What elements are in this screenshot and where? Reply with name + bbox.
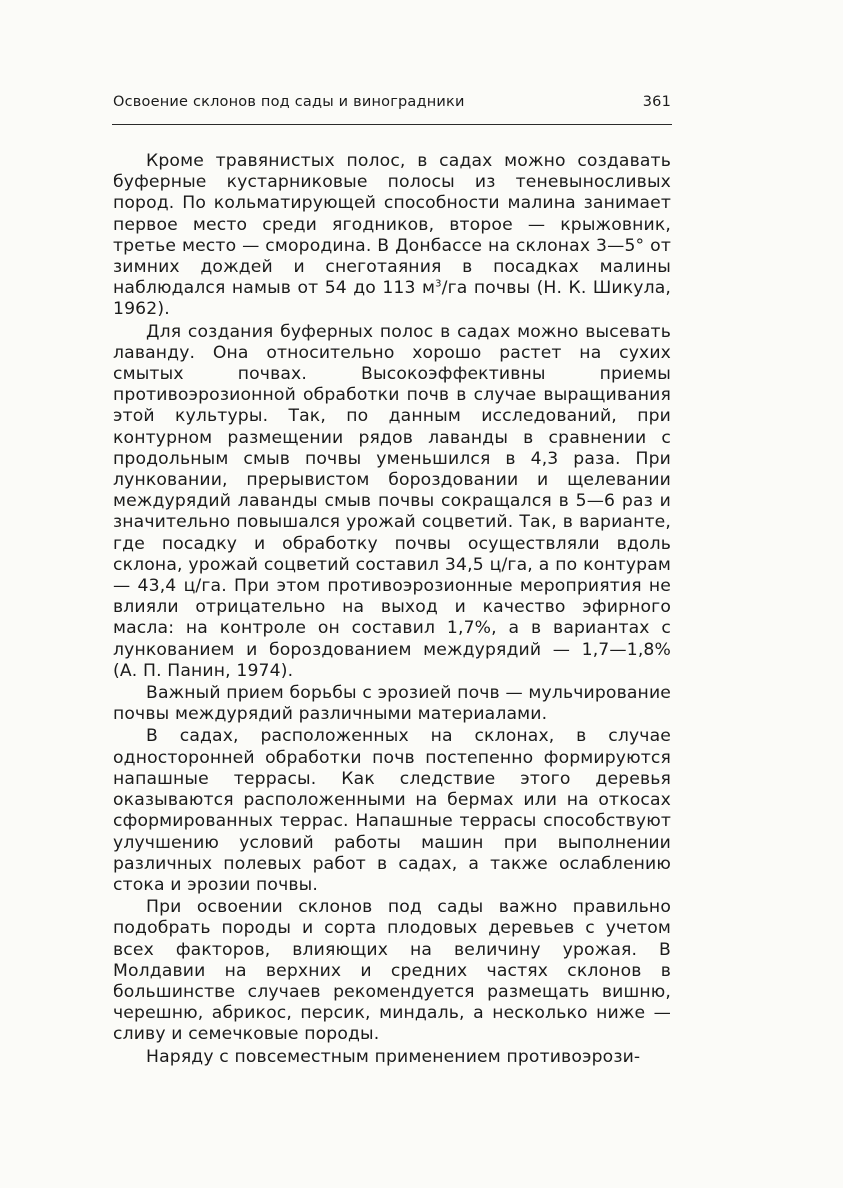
paragraph-terraces: В садах, расположенных на склонах, в случае односторонней обработки почв постепенно формируются напашные террасы. Как следствие этого деревья оказываются расположенными на бермах или на откосах сформированных террас. Напашные террасы способствуют улучшению условий работы машин при выполнении различных полевых работ в садах, а также ослаблению стока и эрозии почвы. bbox=[113, 726, 671, 895]
body-text bbox=[113, 151, 671, 1068]
paragraph-raspberry-buffer: Кроме травянистых полос, в садах можно создавать буферные кустарниковые полосы из теневыносливых пород. По кольматирующей способности малина занимает первое место среди ягодников, второе — крыжовник, третье место — смородина. В Донбассе на склонах 3—5° от зимних дождей и снеготаяния в посадках малины наблюдался намыв от 54 до 113 $м^3/га$ почвы (Н. К. Шикула, 1962). bbox=[113, 151, 671, 320]
header-rule bbox=[112, 124, 672, 125]
paragraph-continuation: Наряду с повсеместным применением противоэрози- bbox=[146, 1046, 641, 1067]
paragraph-tree-selection: При освоении склонов под сады важно правильно подобрать породы и сорта плодовых деревьев с учетом всех факторов, влияющих на величину урожая. В Молдавии на верхних и средних частях склонов в большинстве случаев рекомендуется размещать вишню, черешню, абрикос, персик, миндаль, а несколько ниже — сливу и семечковые породы. bbox=[113, 897, 671, 1045]
running-header bbox=[113, 94, 671, 110]
paragraph-lavender: Для создания буферных полос в садах можно высевать лаванду. Она относительно хорошо растет на сухих смытых почвах. Высокоэффективны приемы противоэрозионной обработки почв в случае выращивания этой культуры. Так, по данным исследований, при контурном размещении рядов лаванды в сравнении с продольным смыв почвы уменьшился в 4,3 раза. При лунковании, прерывистом бороздовании и щелевании междурядий лаванды смыв почвы сокращался в 5—6 раз и значительно повышался урожай соцветий. Так, в варианте, где посадку и обработку почвы осуществляли вдоль склона, урожай соцветий составил 34,5 ц/га, а по контурам — 43,4 ц/га. При этом противоэрозионные мероприятия не влияли отрицательно на выход и качество эфирного масла: на контроле он составил 1,7%, а в вариантах с лункованием и бороздованием междурядий — 1,7—1,8% (А. П. Панин, 1974). bbox=[113, 321, 671, 681]
paragraph-mulching: Важный прием борьбы с эрозией почв — мульчирование почвы междурядий различными материалами. bbox=[113, 683, 671, 725]
page-number: 361 bbox=[642, 94, 671, 110]
running-title: Освоение склонов под сады и виноградники bbox=[113, 94, 465, 110]
